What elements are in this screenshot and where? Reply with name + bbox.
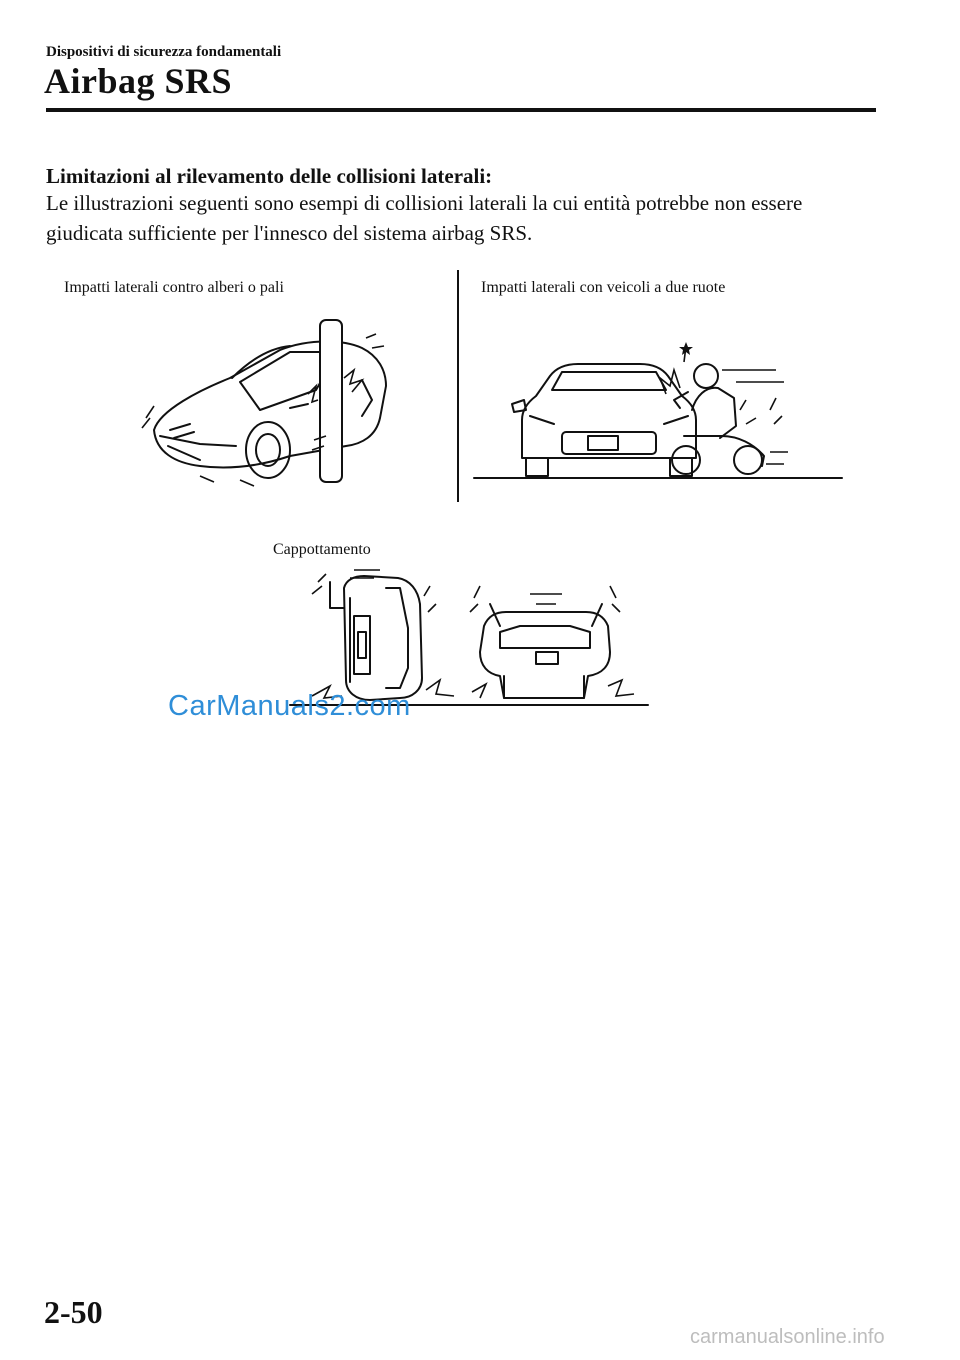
watermark: CarManuals2.com [168, 690, 411, 722]
figure-caption-rollover: Cappottamento [273, 541, 371, 558]
body-paragraph: Le illustrazioni seguenti sono esempi di collisioni laterali la cui entità potrebbe non essere giudicata sufficiente per l'innesco del sistema airbag SRS. [46, 191, 803, 245]
car-pole-impact-illustration [140, 320, 400, 500]
figure-caption-pole: Impatti laterali contro alberi o pali [64, 279, 284, 296]
figure-divider [457, 270, 459, 502]
car-motorcycle-impact-illustration [470, 340, 850, 485]
page-title: Airbag SRS [44, 61, 233, 101]
section-label: Dispositivi di sicurezza fondamentali [46, 44, 282, 60]
page-number: 2-50 [44, 1294, 103, 1330]
car-rollover-illustration [290, 568, 650, 710]
subheading: Limitazioni al rilevamento delle collisioni laterali: [46, 164, 493, 188]
figure-caption-motorcycle: Impatti laterali con veicoli a due ruote [481, 279, 726, 296]
footer-site-watermark: carmanualsonline.info [690, 1326, 885, 1348]
title-rule [46, 108, 876, 112]
